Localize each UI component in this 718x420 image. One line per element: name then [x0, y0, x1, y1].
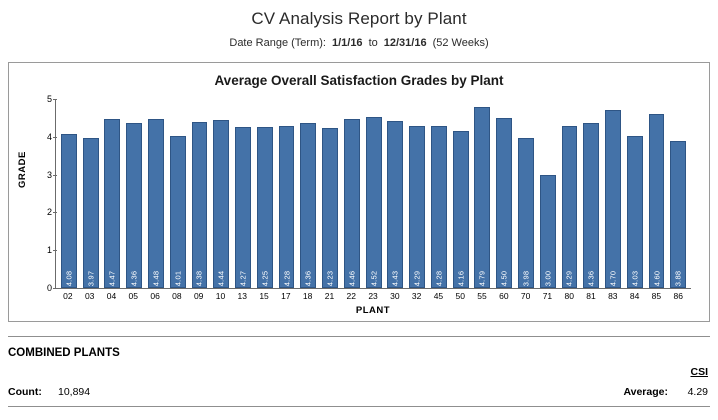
x-label-03: 03: [84, 291, 95, 301]
x-label-06: 06: [150, 291, 160, 301]
bar-value-label: 4.36: [303, 270, 313, 287]
x-label-84: 84: [629, 291, 640, 301]
page-title: CV Analysis Report by Plant: [251, 9, 467, 28]
bar-80[interactable]: [562, 126, 578, 288]
average-value: 4.29: [687, 386, 708, 398]
x-label-08: 08: [172, 291, 182, 301]
x-label-81: 81: [586, 291, 596, 301]
bar-slot: [515, 99, 537, 288]
bar-23[interactable]: [366, 117, 382, 288]
bar-86[interactable]: [670, 141, 686, 288]
bar-slot: [406, 99, 428, 288]
x-axis-title: PLANT: [355, 305, 391, 316]
bar-slot: [80, 99, 102, 288]
bar-value-label: 4.03: [630, 270, 640, 287]
date-range-label: Date Range (Term):: [229, 37, 326, 49]
bar-15[interactable]: [257, 127, 273, 288]
divider-top: [8, 336, 710, 337]
x-label-50: 50: [455, 291, 465, 301]
bar-22[interactable]: [344, 119, 360, 288]
bar-value-label: 4.60: [652, 270, 662, 287]
bar-08[interactable]: [170, 136, 186, 288]
weeks-count: (52 Weeks): [432, 37, 489, 49]
bar-84[interactable]: [627, 136, 643, 288]
bar-slot: [102, 99, 124, 288]
bar-slot: [189, 99, 211, 288]
bar-slot: [232, 99, 254, 288]
bar-value-label: 3.88: [673, 270, 683, 287]
x-label-17: 17: [281, 291, 291, 301]
x-label-15: 15: [259, 291, 269, 301]
bar-slot: [559, 99, 581, 288]
bar-slot: [493, 99, 515, 288]
x-label-13: 13: [237, 291, 247, 301]
bar-slot: [667, 99, 689, 288]
bar-32[interactable]: [409, 126, 425, 288]
x-label-30: 30: [390, 291, 400, 301]
x-label-09: 09: [193, 291, 204, 301]
bar-21[interactable]: [322, 128, 338, 288]
bar-slot: [537, 99, 559, 288]
bar-13[interactable]: [235, 127, 251, 288]
bar-81[interactable]: [583, 123, 599, 288]
bar-45[interactable]: [431, 126, 447, 288]
bar-slot: [319, 99, 341, 288]
bar-slot: [450, 99, 472, 288]
bar-value-label: 4.28: [282, 270, 292, 287]
bar-value-label: 4.29: [564, 270, 574, 287]
bar-slot: [145, 99, 167, 288]
bar-71[interactable]: [540, 175, 556, 288]
bar-value-label: 4.43: [390, 270, 400, 287]
bar-value-label: 4.29: [412, 270, 422, 287]
count-value: 10,894: [58, 386, 91, 398]
bar-value-label: 4.47: [107, 270, 117, 287]
x-label-45: 45: [433, 291, 444, 301]
x-label-18: 18: [302, 291, 313, 301]
chart-title: Average Overall Satisfaction Grades by Plant: [214, 73, 504, 88]
bar-17[interactable]: [279, 126, 295, 288]
bar-83[interactable]: [605, 110, 621, 288]
x-label-32: 32: [411, 291, 422, 301]
bar-value-label: 3.98: [521, 270, 531, 287]
chart-panel: [8, 62, 710, 322]
bar-slot: [363, 99, 385, 288]
plot-area: [46, 94, 691, 293]
bar-slot: [254, 99, 276, 288]
bar-09[interactable]: [192, 122, 208, 288]
bar-slot: [580, 99, 602, 288]
y-axis-tick-5: 5: [36, 94, 52, 104]
bar-value-label: 4.46: [347, 270, 357, 287]
date-to: 12/31/16: [383, 37, 427, 49]
average-label: Average:: [623, 386, 668, 398]
y-axis-title: GRADE: [17, 151, 28, 188]
bar-18[interactable]: [300, 123, 316, 288]
bar-03[interactable]: [83, 138, 99, 288]
bar-05[interactable]: [126, 123, 142, 288]
x-label-70: 70: [520, 291, 531, 301]
y-tick-mark: [53, 288, 57, 289]
date-to-word: to: [368, 37, 378, 49]
bar-slot: [276, 99, 298, 288]
bar-value-label: 4.16: [456, 270, 466, 287]
count-label: Count:: [8, 386, 42, 398]
bar-value-label: 4.38: [194, 270, 204, 287]
bar-02[interactable]: [61, 134, 77, 288]
bar-series: [56, 99, 691, 288]
bar-value-label: 4.28: [434, 270, 444, 287]
x-label-80: 80: [564, 291, 574, 301]
bar-value-label: 4.25: [260, 270, 270, 287]
bar-value-label: 4.27: [238, 270, 248, 287]
bar-slot: [210, 99, 232, 288]
x-label-02: 02: [63, 291, 73, 301]
y-axis-tick-2: 2: [36, 207, 52, 217]
bar-slot: [384, 99, 406, 288]
bar-slot: [167, 99, 189, 288]
bar-value-label: 3.97: [86, 270, 96, 287]
bar-50[interactable]: [453, 131, 469, 288]
date-from: 1/1/16: [331, 37, 363, 49]
bar-06[interactable]: [148, 119, 164, 288]
plot-wrapper: [9, 93, 711, 321]
bar-30[interactable]: [387, 121, 403, 288]
x-label-21: 21: [324, 291, 335, 301]
bar-slot: [602, 99, 624, 288]
bar-slot: [123, 99, 145, 288]
bar-slot: [472, 99, 494, 288]
bar-60[interactable]: [496, 118, 512, 288]
y-axis-tick-4: 4: [36, 132, 52, 142]
x-label-55: 55: [477, 291, 487, 301]
bar-value-label: 4.36: [129, 270, 139, 287]
bar-slot: [58, 99, 80, 288]
x-label-86: 86: [673, 291, 683, 301]
x-label-23: 23: [368, 291, 378, 301]
bar-85[interactable]: [649, 114, 665, 288]
x-axis-tick-labels: [55, 291, 691, 301]
y-axis-tick-3: 3: [36, 170, 52, 180]
bar-value-label: 4.01: [173, 270, 183, 287]
bar-value-label: 4.50: [499, 270, 509, 287]
bar-slot: [624, 99, 646, 288]
y-axis-tick-0: 0: [36, 283, 52, 293]
bar-slot: [428, 99, 450, 288]
bar-value-label: 4.48: [151, 270, 161, 287]
x-label-71: 71: [542, 291, 553, 301]
x-label-04: 04: [106, 291, 117, 301]
x-label-10: 10: [215, 291, 226, 301]
combined-plants-heading: COMBINED PLANTS: [8, 347, 120, 359]
bar-slot: [646, 99, 668, 288]
bar-value-label: 3.00: [543, 270, 553, 287]
x-label-60: 60: [499, 291, 509, 301]
bar-slot: [297, 99, 319, 288]
x-label-22: 22: [346, 291, 356, 301]
bar-value-label: 4.36: [586, 270, 596, 287]
y-axis-tick-1: 1: [36, 245, 52, 255]
bar-value-label: 4.23: [325, 270, 335, 287]
x-label-05: 05: [128, 291, 139, 301]
bar-value-label: 4.52: [369, 270, 379, 287]
bar-value-label: 4.79: [477, 270, 487, 287]
divider-bottom: [8, 406, 710, 407]
bar-value-label: 4.08: [64, 270, 74, 287]
bar-55[interactable]: [474, 107, 490, 288]
bar-70[interactable]: [518, 138, 534, 288]
date-range: [0, 37, 718, 49]
bar-value-label: 4.44: [216, 270, 226, 287]
bar-04[interactable]: [104, 119, 120, 288]
x-label-83: 83: [608, 291, 618, 301]
x-label-85: 85: [651, 291, 662, 301]
bar-10[interactable]: [213, 120, 229, 288]
bar-slot: [341, 99, 363, 288]
bar-value-label: 4.70: [608, 270, 618, 287]
csi-column-header: CSI: [690, 366, 708, 378]
